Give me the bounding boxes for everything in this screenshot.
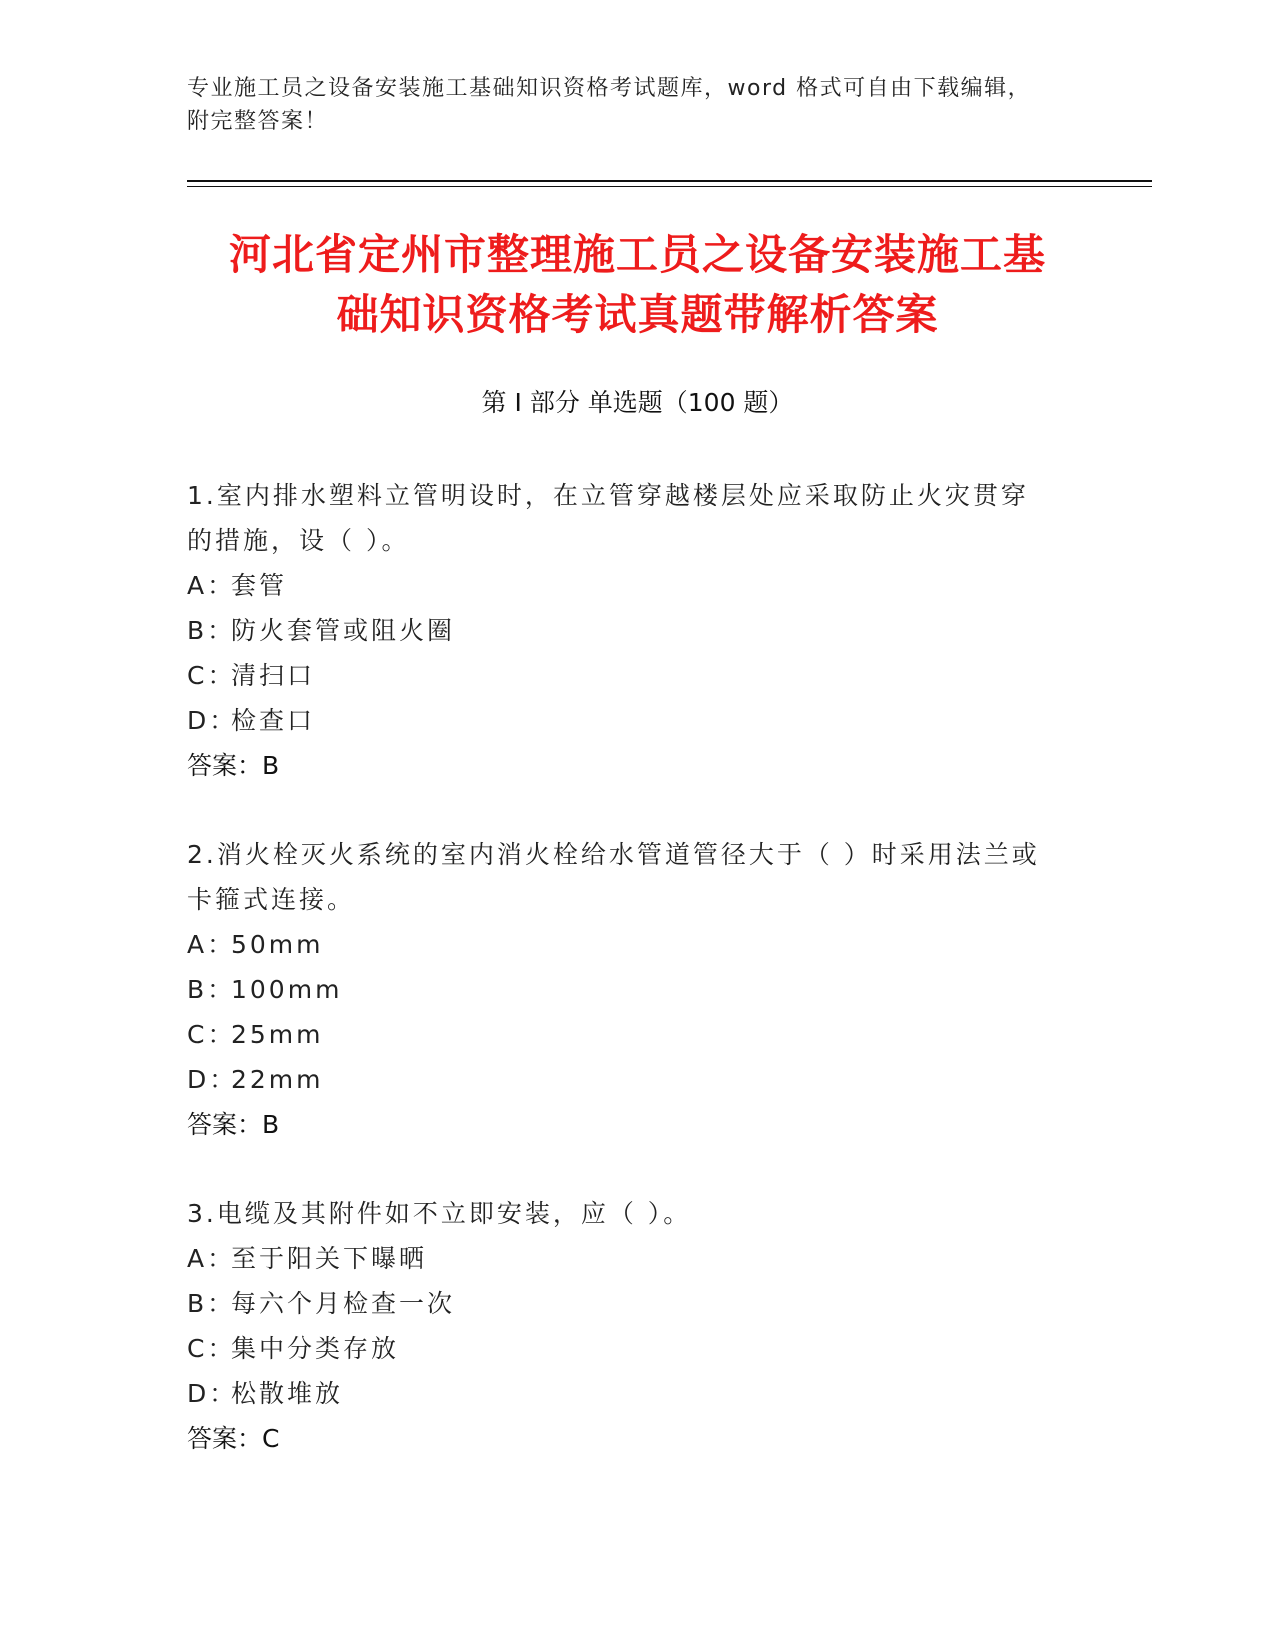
document-title-line: 河北省定州市整理施工员之设备安装施工基 — [228, 230, 1046, 279]
question-stem-line: 1.室内排水塑料立管明设时，在立管穿越楼层处应采取防止火灾贯穿 — [187, 481, 1029, 510]
header-note-line: 附完整答案！ — [187, 109, 329, 134]
option-key: B： — [187, 975, 236, 1004]
option-c — [187, 1012, 1087, 1057]
option-text: 集中分类存放 — [231, 1334, 400, 1363]
option-d — [187, 1371, 1087, 1416]
option-text: 至于阳关下曝晒 — [231, 1244, 428, 1273]
option-key: C： — [187, 1020, 236, 1049]
option-key: D： — [187, 1379, 238, 1408]
option-c — [187, 1326, 1087, 1371]
document-title — [130, 225, 1145, 345]
option-b — [187, 967, 1087, 1012]
option-key: B： — [187, 616, 236, 645]
option-key: D： — [187, 706, 238, 735]
answer: 答案：C — [187, 1424, 280, 1453]
option-text: 25mm — [231, 1020, 324, 1049]
option-b — [187, 608, 1087, 653]
option-text: 套管 — [231, 571, 288, 600]
option-text: 清扫口 — [231, 661, 316, 690]
option-key: A： — [187, 930, 236, 959]
option-text: 检查口 — [231, 706, 316, 735]
option-key: C： — [187, 1334, 236, 1363]
question-stem-line: 的措施，设（ ）。 — [187, 526, 410, 555]
option-text: 每六个月检查一次 — [231, 1289, 456, 1318]
option-d — [187, 1057, 1087, 1102]
header-note-line: 专业施工员之设备安装施工基础知识资格考试题库，word 格式可自由下载编辑， — [187, 76, 1032, 101]
option-b — [187, 1281, 1087, 1326]
question-stem — [187, 473, 1087, 563]
question-stem — [187, 832, 1087, 922]
section-title: 第 I 部分 单选题（100 题） — [481, 388, 794, 417]
header-note — [187, 72, 1087, 138]
option-key: B： — [187, 1289, 236, 1318]
option-text: 100mm — [231, 975, 343, 1004]
question-2 — [187, 832, 1087, 1147]
option-key: C： — [187, 661, 236, 690]
question-1 — [187, 473, 1087, 788]
header-divider-thin — [187, 186, 1152, 187]
question-list — [187, 473, 1087, 1505]
option-text: 50mm — [231, 930, 324, 959]
option-key: D： — [187, 1065, 238, 1094]
answer: 答案：B — [187, 751, 280, 780]
option-text: 22mm — [231, 1065, 324, 1094]
option-c — [187, 653, 1087, 698]
option-a — [187, 922, 1087, 967]
answer: 答案：B — [187, 1110, 280, 1139]
question-stem-line: 2.消火栓灭火系统的室内消火栓给水管道管径大于（ ）时采用法兰或 — [187, 840, 1040, 869]
option-text: 松散堆放 — [231, 1379, 344, 1408]
option-a — [187, 563, 1087, 608]
question-stem — [187, 1191, 1087, 1236]
question-stem-line: 卡箍式连接。 — [187, 885, 356, 914]
question-stem-line: 3.电缆及其附件如不立即安装，应（ ）。 — [187, 1199, 692, 1228]
document-title-line: 础知识资格考试真题带解析答案 — [336, 290, 939, 339]
option-text: 防火套管或阻火圈 — [231, 616, 456, 645]
option-d — [187, 698, 1087, 743]
option-key: A： — [187, 571, 236, 600]
option-key: A： — [187, 1244, 236, 1273]
option-a — [187, 1236, 1087, 1281]
header-divider — [187, 180, 1152, 182]
question-3 — [187, 1191, 1087, 1461]
